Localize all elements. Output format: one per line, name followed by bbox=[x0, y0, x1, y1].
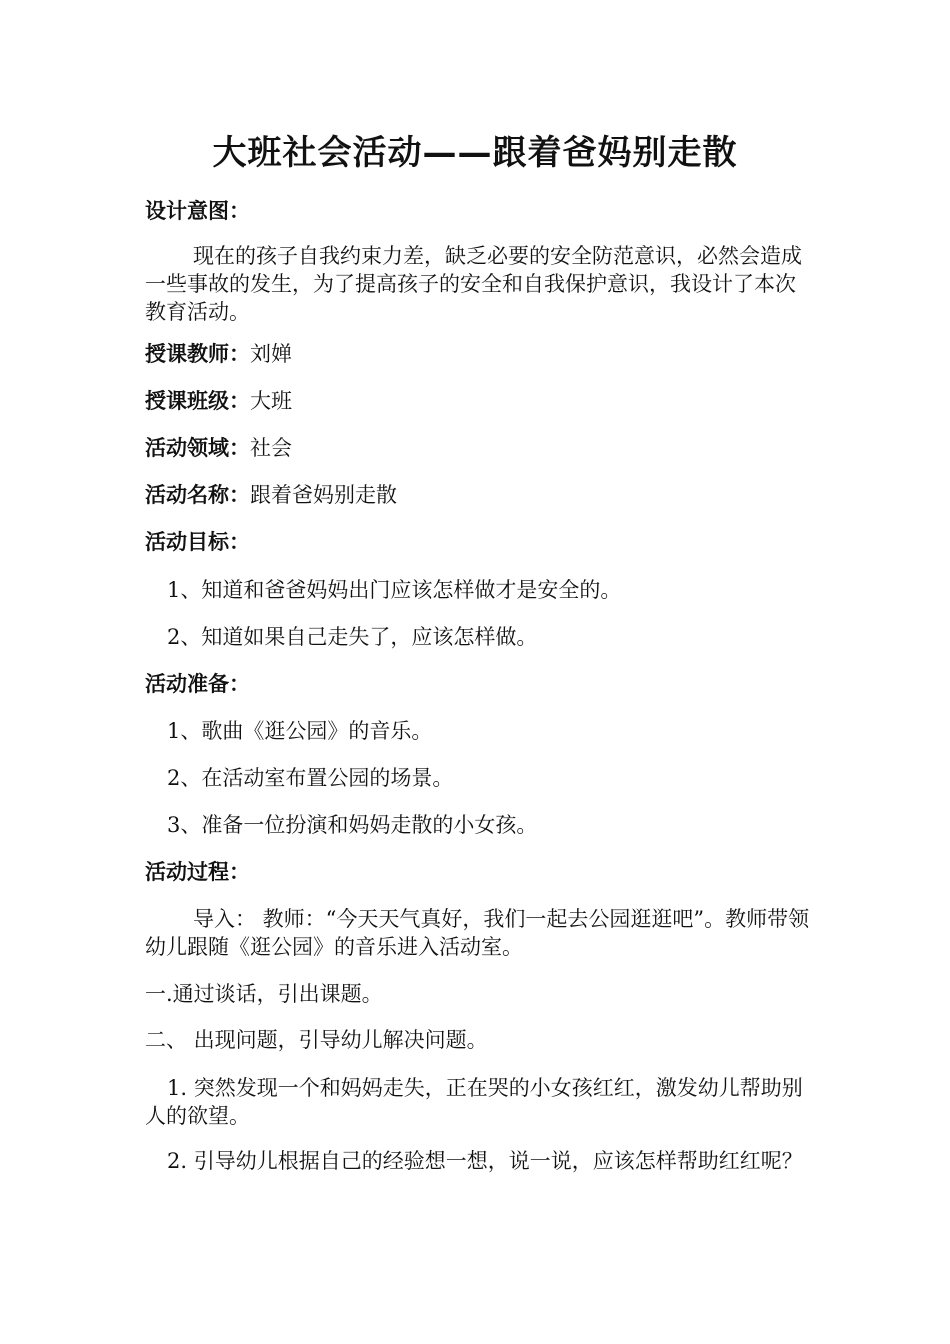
preparation-item: 2、在活动室布置公园的场景。 bbox=[167, 766, 454, 790]
process-label: 活动过程： bbox=[145, 860, 250, 884]
preparation-item: 3、准备一位扮演和妈妈走散的小女孩。 bbox=[167, 813, 538, 837]
design-intent-label: 设计意图： bbox=[145, 199, 250, 223]
activity-name-value: 跟着爸妈别走散 bbox=[250, 483, 397, 507]
design-intent-heading bbox=[145, 197, 810, 225]
class-row bbox=[145, 387, 810, 415]
class-label: 授课班级： bbox=[145, 389, 250, 413]
teacher-label: 授课教师： bbox=[145, 342, 250, 366]
process-substep: 1. 突然发现一个和妈妈走失，正在哭的小女孩红红，激发幼儿帮助别人的欲望。 bbox=[145, 1076, 803, 1128]
class-value: 大班 bbox=[250, 389, 292, 413]
goals-heading bbox=[145, 528, 810, 556]
preparation-heading bbox=[145, 670, 810, 698]
process-intro: 导入： 教师：“今天天气真好，我们一起去公园逛逛吧”。教师带领幼儿跟随《逛公园》的音乐进入活动室。 bbox=[145, 907, 810, 959]
activity-name-row bbox=[145, 481, 810, 509]
process-heading bbox=[145, 858, 810, 886]
goals-label: 活动目标： bbox=[145, 530, 250, 554]
process-substep: 2. 引导幼儿根据自己的经验想一想，说一说，应该怎样帮助红红呢？ bbox=[167, 1149, 803, 1173]
goal-item: 1、知道和爸爸妈妈出门应该怎样做才是安全的。 bbox=[167, 578, 622, 602]
process-step: 一.通过谈话，引出课题。 bbox=[145, 982, 383, 1006]
teacher-row bbox=[145, 340, 810, 368]
teacher-value: 刘婵 bbox=[250, 342, 292, 366]
goal-item: 2、知道如果自己走失了，应该怎样做。 bbox=[167, 625, 538, 649]
preparation-item: 1、歌曲《逛公园》的音乐。 bbox=[167, 719, 433, 743]
domain-value: 社会 bbox=[250, 436, 292, 460]
domain-label: 活动领域： bbox=[145, 436, 250, 460]
activity-name-label: 活动名称： bbox=[145, 483, 250, 507]
domain-row bbox=[145, 434, 810, 462]
design-intent-paragraph: 现在的孩子自我约束力差，缺乏必要的安全防范意识，必然会造成一些事故的发生，为了提高孩子的安全和自我保护意识，我设计了本次教育活动。 bbox=[145, 244, 802, 324]
preparation-label: 活动准备： bbox=[145, 672, 250, 696]
document-title: 大班社会活动——跟着爸妈别走散 bbox=[212, 133, 738, 173]
process-step: 二、 出现问题，引导幼儿解决问题。 bbox=[145, 1028, 488, 1052]
